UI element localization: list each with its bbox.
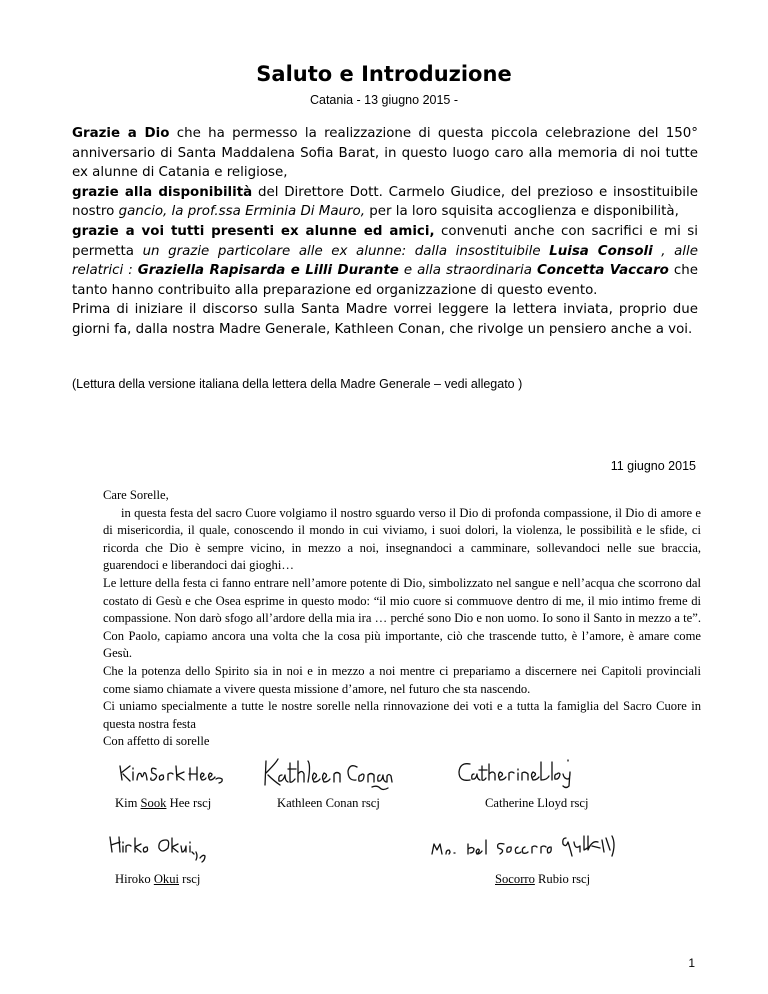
letter-paragraph: in questa festa del sacro Cuore volgiamo il nostro sguardo verso il Dio di profonda compassione, il Dio di amore e di misericordia, il quale, conoscendo il mondo in cui viviamo, i suoi dolori, la violenza, le possibilità e le sfide, ci ricorda che Dio è sempre vicino, in mezzo a noi, insegnandoci a camminare, sollevandoci nelle sue braccia, guarendoci e liberandoci dai gioghi…: [103, 505, 701, 573]
reading-note: (Lettura della versione italiana della lettera della Madre Generale – vedi allegato ): [72, 377, 523, 391]
signature-hiroko-okui: [108, 834, 216, 864]
intro-bold-text: Grazie a Dio: [72, 126, 170, 141]
intro-name: Luisa Consoli: [549, 243, 653, 259]
signature-name-part: Hiroko: [115, 872, 154, 886]
intro-name: Durante: [337, 263, 399, 279]
intro-bold-text: grazie a voi tutti presenti ex alunne ed amici,: [72, 223, 435, 239]
signature-name-part: Kim: [115, 796, 141, 810]
letter-paragraph: Ci uniamo specialmente a tutte le nostre sorelle nella rinnovazione dei voti e a tutta la famiglia del Sacro Cuore in questa nostra festa: [103, 699, 701, 731]
signature-name-part: Sook: [140, 796, 167, 810]
intro-name: e Lilli: [285, 263, 338, 279]
intro-text-run: che ha permesso la realizzazione di questa piccola celebrazione del 150° anniversario di Santa Maddalena Sofia Barat, in questo luogo caro alla memoria di noi tutte ex alunne di Catania e religiose,: [72, 126, 698, 181]
intro-italic-text: e alla straordinaria: [398, 263, 537, 279]
intro-paragraph: [72, 222, 698, 300]
signature-catherine-lloyd: [456, 758, 576, 790]
signature-name: [495, 872, 590, 887]
intro-text: [72, 124, 698, 340]
letter-salutation: Care Sorelle,: [103, 488, 169, 502]
letter-paragraph: Che la potenza dello Spirito sia in noi e in mezzo a noi mentre ci prepariamo a discernere nei Capitoli provinciali come siamo chiamate a vivere questa missione d’amore, nel futuro che sta nascendo.: [103, 663, 701, 696]
intro-paragraph: Prima di iniziare il discorso sulla Santa Madre vorrei leggere la lettera inviata, proprio due giorni fa, dalla nostra Madre Generale, Kathleen Conan, che rivolge un pensiero anche a voi.: [72, 302, 698, 337]
signature-name: [115, 872, 200, 887]
letter-date: 11 giugno 2015: [610, 459, 696, 473]
letter-body: [103, 487, 701, 751]
page-title: Saluto e Introduzione: [256, 62, 512, 86]
signature-kathleen-conan: [262, 755, 394, 795]
signature-name-part: Rubio rscj: [534, 872, 591, 886]
intro-italic-text: gancio, la prof.ssa Erminia Di Mauro,: [118, 204, 365, 220]
signature-socorro-rubio: [430, 832, 622, 862]
intro-text-run: convenuti anche con sacrifici e mi si permetta: [72, 223, 698, 259]
intro-name: Graziella Rapisarda: [137, 263, 286, 279]
signature-kim-sook-hee: [118, 762, 228, 786]
signature-name: Kathleen Conan rscj: [277, 796, 380, 810]
signature-name-part: Okui: [153, 872, 180, 886]
intro-name: Concetta Vaccaro: [536, 263, 669, 279]
page-subtitle: Catania - 13 giugno 2015 -: [309, 93, 459, 107]
signature-name-part: rscj: [179, 872, 201, 886]
letter-closing: Con affetto di sorelle: [103, 734, 210, 749]
letter-paragraph: Le letture della festa ci fanno entrare nell’amore potente di Dio, simbolizzato nel sangue e nell’acqua che scorrono dal costato di Gesù e che Osea esprime in questo modo: “il mio cuore si commuove dentro di me, il mio intimo freme di compassione. Non darò sfogo all’ardore della mia ira … perché sono Dio e non uomo. Io sono il Santo in mezzo a te”. Con Paolo, capiamo ancora una volta che la cosa più importante, ciò che trascende tutto, è l’amore, è amare come Gesù.: [103, 575, 701, 661]
signature-name-part: Socorro: [495, 872, 535, 886]
intro-text-run: che tanto hanno contribuito alla preparazione ed organizzazione di questo evento.: [72, 263, 698, 298]
signature-name: [115, 796, 211, 811]
page-number: 1: [688, 956, 695, 970]
signature-name-part: Hee rscj: [166, 796, 212, 810]
intro-italic-text: , alle relatrici :: [72, 243, 698, 279]
intro-text-run: per la loro squisita accoglienza e disponibilità,: [364, 204, 679, 220]
intro-text-run: del Direttore Dott. Carmelo Giudice, del prezioso e insostituibile nostro: [72, 184, 698, 220]
signature-name: Catherine Lloyd rscj: [485, 796, 589, 810]
intro-paragraph: [72, 183, 698, 222]
intro-italic-text: un grazie particolare alle ex alunne: dalla insostituibile: [142, 243, 550, 259]
intro-bold-text: grazie alla disponibilità: [72, 184, 253, 200]
intro-paragraph: [72, 124, 698, 183]
